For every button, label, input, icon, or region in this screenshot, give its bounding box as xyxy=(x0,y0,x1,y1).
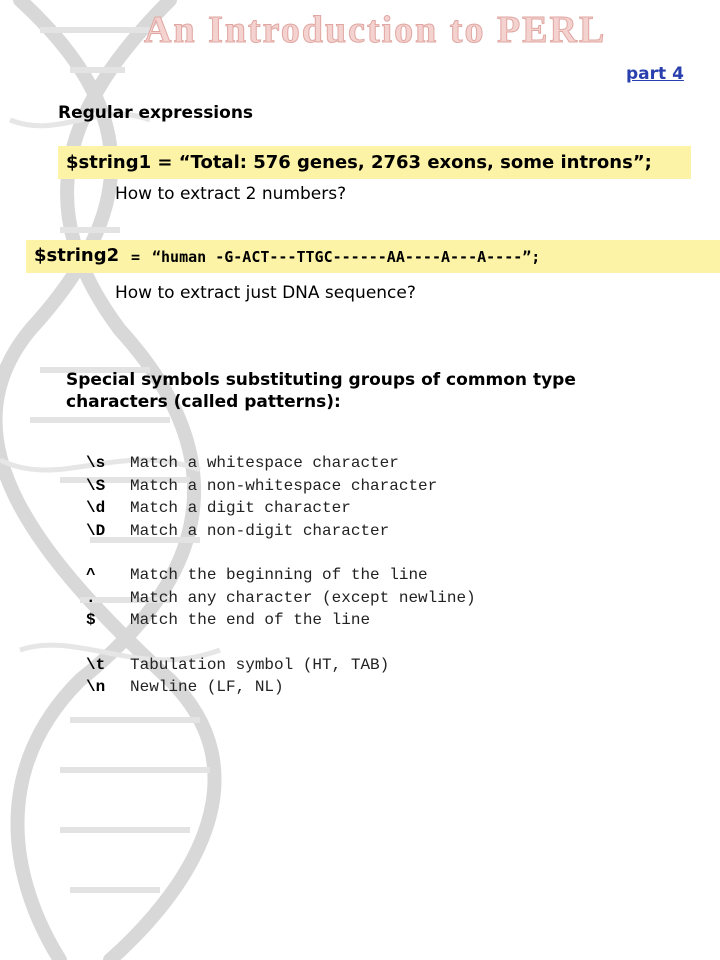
string2-equals: = xyxy=(131,248,141,266)
pattern-symbol: \s xyxy=(86,454,106,472)
pattern-description: Match the end of the line xyxy=(130,611,371,629)
pattern-description: Match the beginning of the line xyxy=(130,566,428,584)
string1-code: $string1 = “Total: 576 genes, 2763 exons, some introns”; xyxy=(66,152,652,173)
pattern-symbol: $ xyxy=(86,611,96,629)
part-link[interactable]: part 4 xyxy=(626,64,684,84)
pattern-description: Match a whitespace character xyxy=(130,454,399,472)
string2-code-block xyxy=(26,240,720,273)
pattern-symbol: \n xyxy=(86,678,106,696)
pattern-description: Newline (LF, NL) xyxy=(130,678,284,696)
patterns-heading-line1: Special symbols substituting groups of common type xyxy=(66,370,576,390)
question-extract-numbers: How to extract 2 numbers? xyxy=(115,184,347,204)
pattern-row-newline xyxy=(86,678,284,696)
pattern-row-tab xyxy=(86,656,389,674)
pattern-row-non-whitespace xyxy=(86,477,437,495)
svg-text:An Introduction to PERL: An Introduction to PERL xyxy=(144,9,607,50)
pattern-description: Match a digit character xyxy=(130,499,351,517)
pattern-symbol: \D xyxy=(86,522,106,540)
pattern-description: Match a non-whitespace character xyxy=(130,477,438,495)
pattern-description: Tabulation symbol (HT, TAB) xyxy=(130,656,390,674)
question-extract-dna: How to extract just DNA sequence? xyxy=(115,283,416,303)
pattern-row-line-start xyxy=(86,566,428,584)
pattern-description: Match a non-digit character xyxy=(130,522,390,540)
patterns-heading xyxy=(66,369,626,413)
page-title xyxy=(140,2,720,50)
pattern-row-line-end xyxy=(86,611,370,629)
section-heading: Regular expressions xyxy=(58,103,254,123)
pattern-row-digit xyxy=(86,499,351,517)
pattern-symbol: . xyxy=(86,589,96,607)
pattern-symbol: ^ xyxy=(86,566,96,584)
string1-code-block xyxy=(58,146,691,179)
pattern-row-whitespace xyxy=(86,454,399,472)
string2-label: $string2 xyxy=(34,245,120,266)
pattern-description: Match any character (except newline) xyxy=(130,589,476,607)
pattern-symbol: \t xyxy=(86,656,106,674)
pattern-row-non-digit xyxy=(86,522,389,540)
pattern-symbol: \d xyxy=(86,499,106,517)
pattern-row-any-char xyxy=(86,589,476,607)
string2-code: “human -G-ACT---TTGC------AA----A---A----”; xyxy=(152,248,541,266)
patterns-heading-line2: characters (called patterns): xyxy=(66,392,341,412)
pattern-symbol: \S xyxy=(86,477,106,495)
